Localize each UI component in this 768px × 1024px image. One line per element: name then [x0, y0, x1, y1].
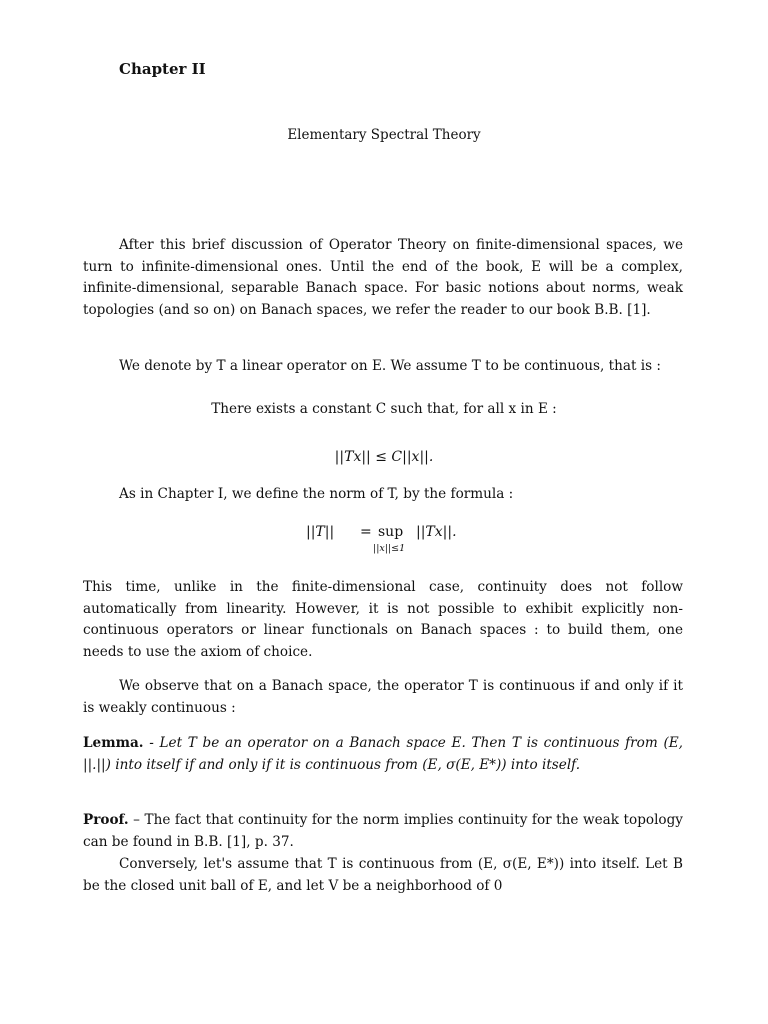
norm-formula-sup: sup — [378, 524, 404, 540]
lemma-statement — [83, 733, 683, 776]
proof-label: Proof. — [83, 812, 129, 828]
paragraph-norm-definition: As in Chapter I, we define the norm of T, by the formula : — [119, 486, 514, 502]
lemma-label: Lemma. — [83, 735, 144, 751]
inequality-formula: ||Tx|| ≤ C||x||. — [334, 449, 434, 465]
paragraph-weak-continuity: We observe that on a Banach space, the operator T is continuous if and only if it is weakly continuous : — [83, 678, 683, 716]
proof-text: – The fact that continuity for the norm implies continuity for the weak topology can be found in B.B. [1], p. 37. — [83, 812, 683, 850]
norm-formula-rhs: ||Tx||. — [416, 524, 457, 540]
norm-formula-subscript: ||x||≤1 — [373, 543, 406, 554]
norm-formula-equals: = — [360, 524, 372, 540]
norm-formula-lhs: ||T|| — [306, 524, 335, 540]
lemma-text: - Let T be an operator on a Banach space E. Then T is continuous from (E, ||.||) into itself if and only if it is continuous from (E, σ(E, E*)) into itself. — [83, 735, 683, 773]
paragraph-intro: After this brief discussion of Operator Theory on finite-dimensional spaces, we turn to infinite-dimensional ones. Until the end of the book, E will be a complex, infinite-dimensional, separable Banach space. For basic notions about norms, weak topologies (and so on) on Banach spaces, we refer the reader to our book B.B. [1]. — [83, 237, 683, 318]
exists-constant-line: There exists a constant C such that, for all x in E : — [211, 401, 557, 417]
paragraph-continuity: This time, unlike in the finite-dimensional case, continuity does not follow automatically from linearity. However, it is not possible to exhibit explicitly non-continuous operators or linear functionals on Banach spaces : to build them, one needs to use the axiom of choice. — [83, 579, 683, 660]
norm-formula — [0, 524, 768, 564]
paragraph-conversely: Conversely, let's assume that T is continuous from (E, σ(E, E*)) into itself. Let B be the closed unit ball of E, and let V be a neighborhood of 0 — [83, 856, 683, 894]
chapter-heading: Chapter II — [119, 60, 206, 78]
chapter-title: Elementary Spectral Theory — [287, 127, 481, 143]
paragraph-operator: We denote by T a linear operator on E. We assume T to be continuous, that is : — [119, 358, 661, 374]
proof-paragraph — [83, 810, 683, 853]
